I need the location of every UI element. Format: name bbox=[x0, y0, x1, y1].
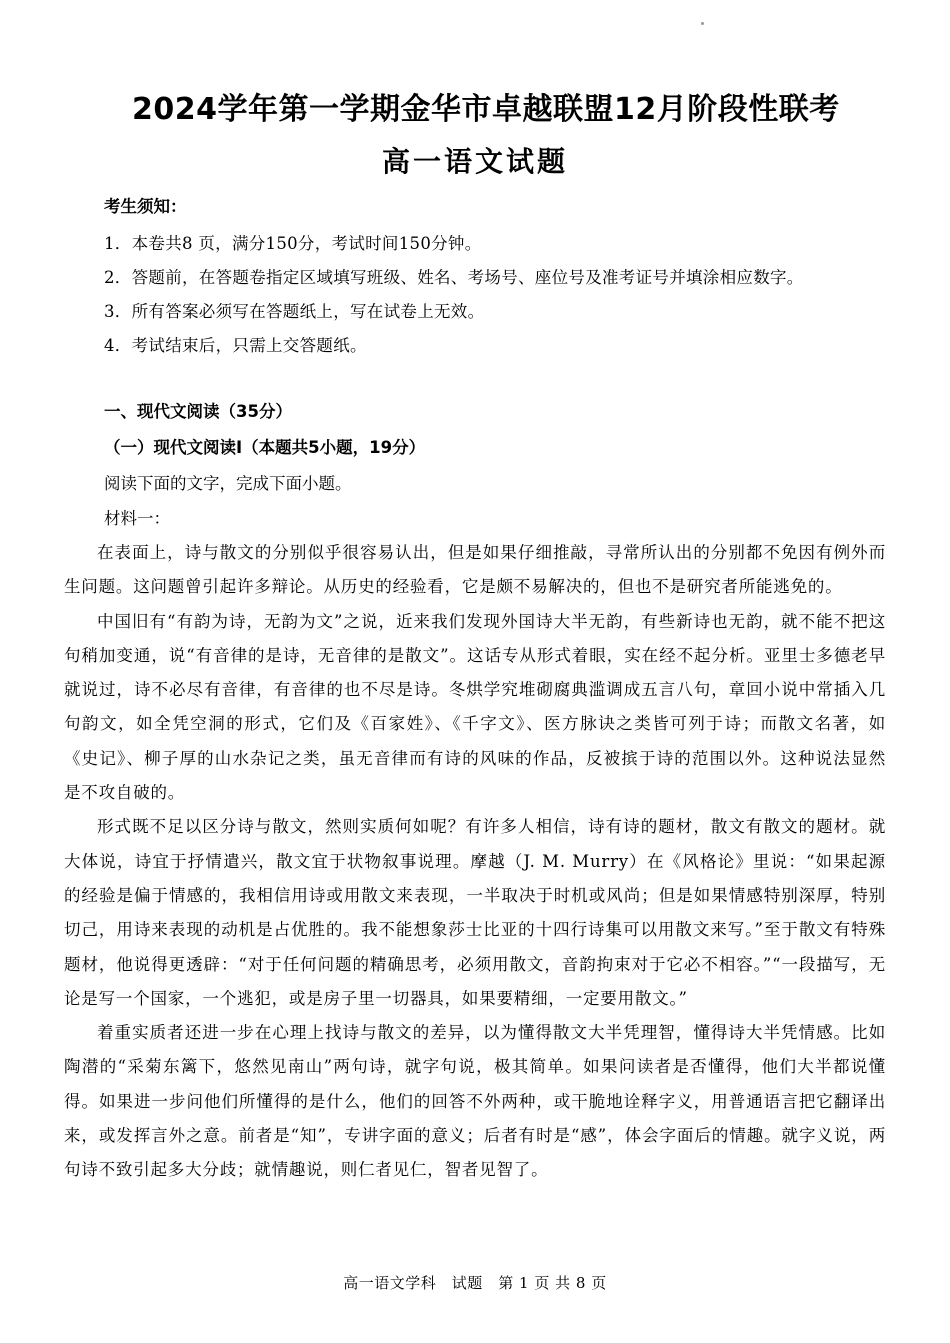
notice-item: 3．所有答案必须写在答题纸上，写在试卷上无效。 bbox=[104, 302, 485, 321]
passage-paragraph: 在表面上，诗与散文的分别似乎很容易认出，但是如果仔细推敲，寻常所认出的分别都不免因有例外而生问题。这问题曾引起许多辩论。从历史的经验看，它是颇不易解决的，但也不是研究者所能逃免的。 bbox=[64, 543, 886, 597]
section-heading: 一、现代文阅读（35分） bbox=[104, 402, 292, 421]
notice-item: 4．考试结束后，只需上交答题纸。 bbox=[104, 336, 367, 355]
page-footer: 高一语文学科 试题 第 1 页 共 8 页 bbox=[343, 1274, 607, 1292]
subsection-heading: （一）现代文阅读Ⅰ（本题共5小题，19分） bbox=[104, 438, 426, 457]
notice-item: 2．答题前，在答题卷指定区域填写班级、姓名、考场号、座位号及准考证号并填涂相应数字。 bbox=[104, 268, 804, 287]
exam-subtitle: 高一语文试题 bbox=[381, 145, 568, 178]
passage-paragraph: 着重实质者还进一步在心理上找诗与散文的差异，以为懂得散文大半凭理智，懂得诗大半凭情感。比如陶潜的“采菊东篱下，悠然见南山”两句诗，就字句说，极其简单。如果问读者是否懂得，他们大半都说懂得。如果进一步问他们所懂得的是什么，他们的回答不外两种，或干脆地诠释字义，用普通语言把它翻译出来，或发挥言外之意。前者是“知”，专讲字面的意义；后者有时是“感”，体会字面后的情趣。就字义说，两句诗不致引起多大分歧；就情趣说，则仁者见仁，智者见智了。 bbox=[64, 1023, 886, 1180]
notice-heading: 考生须知： bbox=[104, 197, 187, 216]
scan-mark bbox=[701, 22, 704, 25]
notice-item: 1．本卷共8 页，满分150分，考试时间150分钟。 bbox=[104, 234, 482, 253]
passage-paragraph: 形式既不足以区分诗与散文，然则实质何如呢？有许多人相信，诗有诗的题材，散文有散文的题材。就大体说，诗宜于抒情遣兴，散文宜于状物叙事说理。摩越（J. M. Murry）在《风格论》里说：“如果起源的经验是偏于情感的，我相信用诗或用散文来表现，一半取决于时机或风尚；但是如果情感特别深厚，特别切己，用诗来表现的动机是占优胜的。我不能想象莎士比亚的十四行诗集可以用散文来写。”至于散文有特殊题材，他说得更透辟：“对于任何问题的精确思考，必须用散文，音韵拘束对于它必不相容。”“一段描写，无论是写一个国家，一个逃犯，或是房子里一切器具，如果要精细，一定要用散文。” bbox=[64, 817, 886, 1008]
reading-instruction: 阅读下面的文字，完成下面小题。 bbox=[104, 474, 352, 493]
material-label: 材料一： bbox=[104, 509, 170, 528]
exam-title: 2024学年第一学期金华市卓越联盟12月阶段性联考 bbox=[132, 92, 840, 127]
passage-paragraph: 中国旧有“有韵为诗，无韵为文”之说，近来我们发现外国诗大半无韵，有些新诗也无韵，就不能不把这句稍加变通，说“有音律的是诗，无音律的是散文”。这话专从形式着眼，实在经不起分析。亚里士多德老早就说过，诗不必尽有音律，有音律的也不尽是诗。冬烘学究堆砌腐典滥调成五言八句，章回小说中常插入几句韵文，如全凭空洞的形式，它们及《百家姓》、《千字文》、医方脉诀之类皆可列于诗；而散文名著，如《史记》、柳子厚的山水杂记之类，虽无音律而有诗的风味的作品，反被摈于诗的范围以外。这种说法显然是不攻自破的。 bbox=[64, 611, 886, 803]
passage bbox=[64, 536, 886, 1188]
